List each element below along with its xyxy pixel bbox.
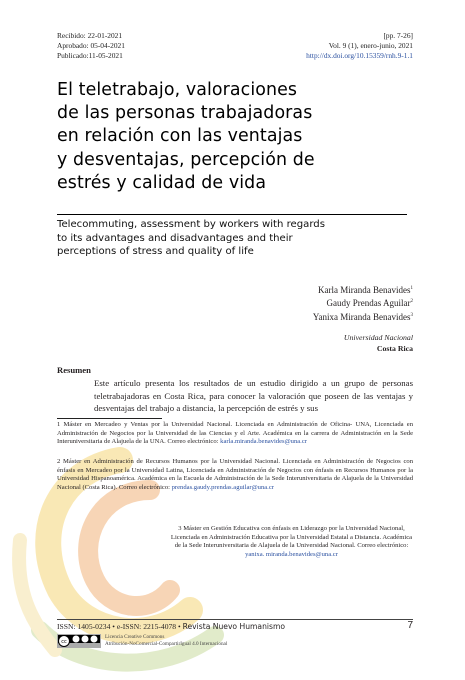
page-number: 7 bbox=[407, 620, 413, 631]
creative-commons-icon[interactable] bbox=[57, 634, 101, 648]
author-list bbox=[313, 283, 413, 323]
journal-name: Revista Nuevo Humanismo bbox=[182, 622, 285, 631]
abstract-heading: Resumen bbox=[57, 365, 91, 375]
issn-line: ISSN: 1405-0234 • e-ISSN: 2215-4078 • Revista Nuevo Humanismo bbox=[57, 622, 285, 631]
email-link[interactable]: yanixa. miranda.benavides@una.cr bbox=[245, 550, 338, 558]
affiliation bbox=[344, 333, 413, 354]
abstract-text: Este artículo presenta los resultados de un estudio dirigido a un grupo de personas teletrabajadoras en Costa Rica, para conocer la valoración que poseen de las ventajas y desventajas del trabajo a distancia, la percepción de estrés y sus bbox=[94, 378, 413, 414]
author: Karla Miranda Benavides$^1$ bbox=[318, 285, 413, 295]
title-es-line: y desventajas, percepción de bbox=[57, 149, 315, 170]
author: Yanixa Miranda Benavides$^3$ bbox=[312, 311, 413, 322]
page-range: [pp. 7-26] bbox=[383, 31, 413, 40]
title-en-line: Telecommuting, assessment by workers with regards bbox=[57, 219, 325, 230]
title-english bbox=[57, 218, 412, 259]
footer-divider bbox=[57, 619, 413, 620]
title-es-line: El teletrabajo, valoraciones bbox=[57, 80, 298, 100]
country: Costa Rica bbox=[376, 343, 413, 353]
received-date: Recibido: 22-01-2021 bbox=[57, 31, 123, 40]
title-spanish bbox=[57, 79, 417, 195]
svg-text:cc: cc bbox=[61, 639, 67, 645]
footnote-3: 3 Máster en Gestión Educativa con énfasis en Liderazgo por la Universidad Nacional, Licenciada en Administración Educativa por la Universidad Estatal a Distancia. Académica de la Sede Interuniversitaria de Alajuela de la Universidad Nacional. Correo electrónico: yanixa. miranda.benavides@una.cr bbox=[170, 525, 413, 558]
license-text: Licencia Creative Commons Atribución-NoComercial-CompartirIgual 4.0 Internacional bbox=[105, 634, 228, 647]
doi-link[interactable]: http://dx.doi.org/10.15359/rnh.9-1.1 bbox=[306, 51, 413, 61]
title-es-line: en relación con las ventajas bbox=[57, 126, 303, 147]
published-date: Publicado:11-05-2021 bbox=[57, 51, 123, 61]
university: Universidad Nacional bbox=[343, 333, 413, 342]
title-es-line: estrés y calidad de vida bbox=[57, 172, 267, 193]
title-en-line: to its advantages and disadvantages and their bbox=[57, 232, 293, 244]
approved-date: Aprobado: 05-04-2021 bbox=[57, 41, 125, 51]
title-es-line: de las personas trabajadoras bbox=[57, 103, 313, 124]
footnote-2: 2 Máster en Administración de Recursos Humanos por la Universidad Nacional. Licenciada en Administración de Negocios con énfasis en Mercadeo por la Universidad Latina, Licenciada en Administración de Negocios con énfasis en Recursos Humanos por la Universidad Hispanoamérica. Académica en la Escuela de Administración de la Sede Interuniversitaria de Alajuela de la Universidad Nacional (Costa Rica). Correo electrónico: prendas.gaudy.prendas.aguilar@una.cr bbox=[57, 458, 413, 491]
author: Gaudy Prendas Aguilar$^2$ bbox=[326, 298, 413, 309]
footnote-1: 1 Máster en Mercadeo y Ventas por la Universidad Nacional. Licenciada en Administración de Oficina- UNA, Licenciada en Administración de Negocios por la Universidad de las Ciencias y el Arte. Académica en la carrera de Administración en la Sede Interuniversitaria de Alajuela de la UNA. Correo electrónico: karla.miranda.benavides@una.cr bbox=[57, 421, 413, 446]
footnote-divider bbox=[57, 418, 162, 419]
email-link[interactable]: karla.miranda.benavides@una.cr bbox=[220, 438, 307, 446]
email-link[interactable]: prendas.gaudy.prendas.aguilar@una.cr bbox=[171, 483, 274, 491]
title-divider bbox=[57, 214, 407, 215]
citation-info bbox=[306, 31, 413, 62]
publication-dates bbox=[57, 31, 125, 62]
title-en-line: perceptions of stress and quality of life bbox=[57, 246, 254, 258]
volume-info: Vol. 9 (1), enero-junio, 2021 bbox=[328, 41, 413, 51]
